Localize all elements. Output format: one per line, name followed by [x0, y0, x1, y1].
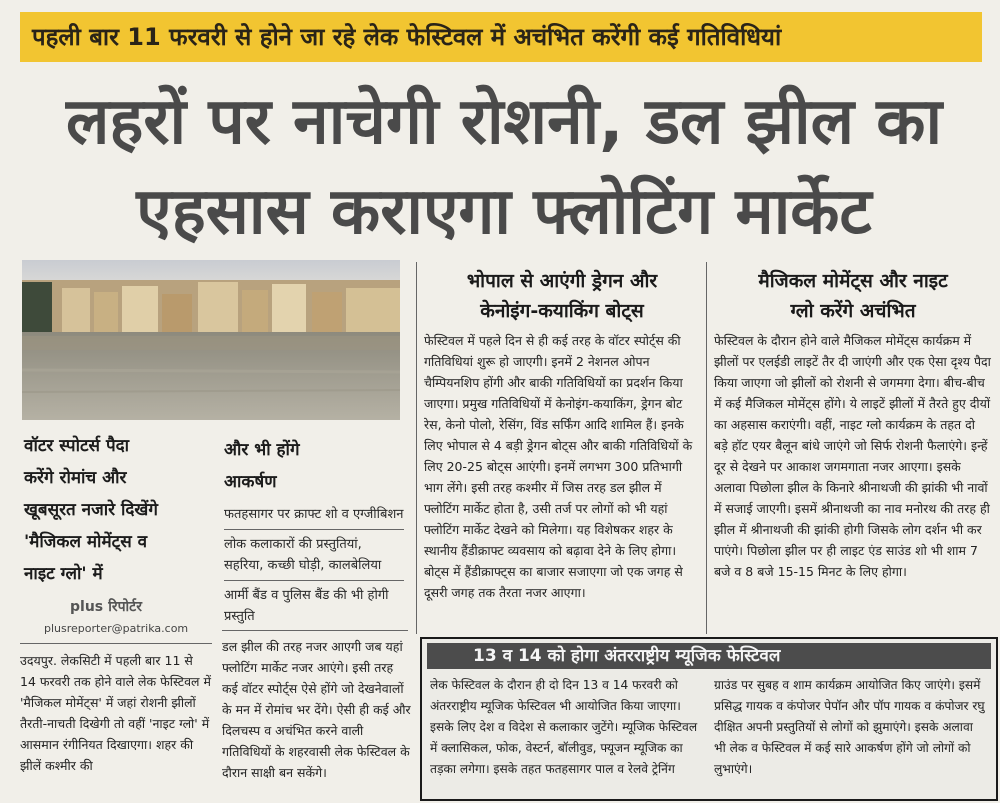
- aur-bhi-heading: और भी होंगे: [224, 440, 300, 460]
- side-heading: [24, 430, 214, 590]
- byline: [70, 596, 210, 616]
- article-paragraph: फेस्टिवल में पहले दिन से ही कई तरह के वॉटर स्पोर्ट्स की गतिविधियां शुरू हो जाएगी। इनमें 2 नेशनल ओपन चैम्पियनशिप होंगी और बाकी गतिविधियों का प्रदर्शन किया जाएगा। प्रमुख गतिविधियों में केनोइंग-कयाकिंग, ड्रेगन बोट रेस, केनो पोलो, रेसिंग, विंड सर्फिंग आदि शामिल हैं। इनके लिए भोपाल से 4 बड़ी ड्रेगन बोट्स और बाकी गतिविधियों के लिए 20-25 बोट्स आएंगी। इनमें लगभग 300 प्रतिभागी भाग लेंगे। इसी तरह कश्मीर में जिस तरह डल झील में फ्लोटिंग मार्केट होता है, उसी तर्ज पर लोगों को भी यहां फ्लोटिंग मार्केट देखने को मिलेगा। यह विशेषकर शहर के स्थानीय हैंडीक्राफ्ट व्यवसाय को बढ़ावा देने के लिए होगा। बोट्स में हैंडीक्राफ्ट्स का बाजार सजाएगा जो एक जगह से दूसरी जगह तक तैरता नजर आएगा।: [424, 333, 693, 600]
- divider: [224, 580, 404, 581]
- bhopal-section: [424, 266, 700, 625]
- music-festival-title: 13 व 14 को होगा अंतरराष्ट्रीय म्यूजिक फेस्टिवल: [427, 643, 991, 669]
- kicker-band: [20, 12, 982, 62]
- headline-line-2: एहसास कराएगा फ्लोटिंग मार्केट: [136, 175, 872, 249]
- bhopal-body: [424, 330, 700, 625]
- article-paragraph: ग्राउंड पर सुबह व शाम कार्यक्रम आयोजित किए जाएंगे। इसमें प्रसिद्ध गायक व कंपोजर पेपॉन और पॉप गायक व कंपोजर रघु दीक्षित अपनी प्रस्तुतियों से लोगों को झुमाएंगे। इसके अलावा भी लेक व फेस्टिवल में कई सारे आकर्षण होंगे जो लोगों को लुभाएंगे।: [714, 678, 985, 776]
- aur-bhi-item: लोक कलाकारों की प्रस्तुतियां, सहरिया, कच्छी घोड़ी, कालबेलिया: [224, 537, 382, 573]
- magical-heading: मैजिकल मोमेंट्स और नाइट: [758, 270, 948, 292]
- article-column-2: [222, 636, 412, 796]
- article-column-1: [20, 650, 212, 800]
- magical-section: [714, 266, 992, 625]
- headline-line-1: लहरों पर नाचेगी रोशनी, डल झील का: [65, 85, 943, 159]
- article-paragraph: डल झील की तरह नजर आएगी जब यहां फ्लोटिंग मार्केट नजर आएंगे। इसी तरह कई वॉटर स्पोर्ट्स ऐसे होंगे जो देखनेवालों के मन में रोमांच भर देंगे। ऐसी ही कई और दिलचस्प व अचंभित करने वाली गतिविधियों के शहरवासी लेक फेस्टिवल के दौरान साक्षी बन सकेंगे।: [222, 639, 411, 780]
- bhopal-heading: भोपाल से आएंगी ड्रेगन और: [466, 270, 658, 292]
- aur-bhi-heading: आकर्षण: [224, 472, 277, 492]
- music-festival-box: [420, 637, 998, 801]
- magical-heading: ग्लो करेंगे अचंभित: [790, 300, 916, 322]
- column-rule: [416, 262, 417, 634]
- byline-email: plusreporter@patrika.com: [44, 622, 189, 635]
- bhopal-heading: केनोइंग-कयाकिंग बोट्स: [480, 300, 644, 322]
- article-paragraph: लेक फेस्टिवल के दौरान ही दो दिन 13 व 14 फरवरी को अंतरराष्ट्रीय म्यूजिक फेस्टिवल भी आयोजित किया जाएगा। इसके लिए देश व विदेश से कलाकार जुटेंगे। म्यूजिक फेस्टिवल में क्लासिकल, फोक, वेस्टर्न, बॉलीवुड, फ्यूजन म्यूजिक का तड़का लगेगा। इसके तहत फतहसागर पाल व रेलवे ट्रेनिंग: [430, 678, 698, 776]
- side-heading-line: 'मैजिकल मोमेंट्स व: [24, 532, 148, 552]
- article-paragraph: उदयपुर. लेकसिटी में पहली बार 11 से 14 फरवरी तक होने वाले लेक फेस्टिवल में 'मैजिकल मोमेंट्स' में जहां रोशनी झीलों तैरती-नाचती दिखेगी तो वहीं 'नाइट ग्लो' में आसमान रंगीनियत दिखाएगा। शहर की झीलें कश्मीर की: [20, 653, 211, 773]
- side-heading-line: करेंगे रोमांच और: [24, 468, 127, 488]
- column-rule: [706, 262, 707, 634]
- music-column-left: [430, 675, 704, 795]
- lake-city-photo: [22, 260, 400, 420]
- aur-bhi-box: [224, 434, 404, 627]
- aur-bhi-item: आर्मी बैंड व पुलिस बैंड की भी होगी प्रस्तुति: [224, 588, 389, 624]
- byline-brand: plus: [70, 599, 104, 615]
- article-paragraph: फेस्टिवल के दौरान होने वाले मैजिकल मोमेंट्स कार्यक्रम में झीलों पर एलईडी लाइटें तैर दी जाएंगी और एक ऐसा दृश्य पैदा किया जाएगा जो झीलों को रोशनी से जगमगा देगा। बीच-बीच में कई मैजिकल मोमेंट्स होंगे। ये लाइटें झीलों में तैरते हुए दीयों का अहसास कराएंगी। वहीं, नाइट ग्लो कार्यक्रम के तहत दो बड़े हॉट एयर बैलून बांधे जाएंगे जो सिर्फ रोशनी फैलाएंगे। इन्हें दूर से देखने पर आकाश जगमगाता नजर आएगा। इसके अलावा पिछोला झील के किनारे श्रीनाथजी की झांकी भी नावों में सजाई जाएगी। इसमें श्रीनाथजी का नाव मनोरथ की तरह ही झील में श्रीनाथजी की झांकी होगी जिसके लोग दर्शन भी कर पाएंगे। पिछोला झील पर ही लाइट एंड साउंड शो भी शाम 7 बजे व 8 बजे 15-15 मिनट के लिए होगा।: [714, 333, 991, 579]
- magical-body: [714, 330, 992, 625]
- side-heading-line: खूबसूरत नजारे दिखेंगे: [24, 500, 158, 520]
- divider: [222, 630, 408, 631]
- side-heading-line: नाइट ग्लो' में: [24, 564, 103, 584]
- byline-name: रिपोर्टर: [108, 599, 142, 615]
- divider: [20, 643, 212, 644]
- music-column-right: [714, 675, 988, 795]
- side-heading-line: वॉटर स्पोटर्स पैदा: [24, 436, 130, 456]
- kicker-text: पहली बार 11 फरवरी से होने जा रहे लेक फेस्टिवल में अचंभित करेंगी कई गतिविधियां: [32, 23, 782, 51]
- aur-bhi-item: फतहसागर पर क्राफ्ट शो व एग्जीबिशन: [224, 507, 404, 522]
- divider: [224, 529, 404, 530]
